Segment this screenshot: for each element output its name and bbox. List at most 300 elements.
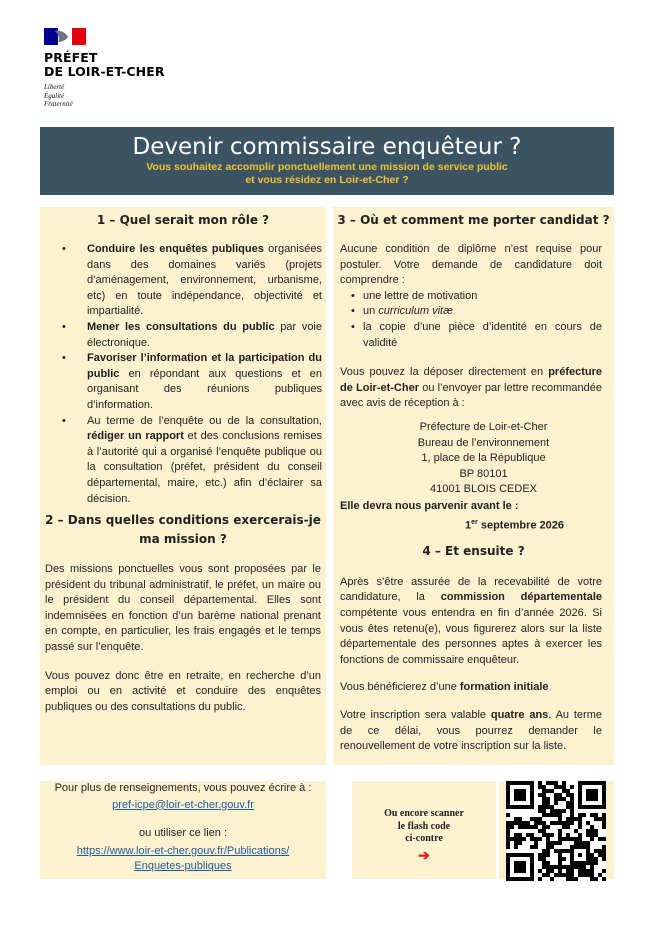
qr-module xyxy=(554,849,558,853)
qr-module xyxy=(602,877,606,881)
qr-module xyxy=(546,849,550,853)
motto-liberte: Liberté xyxy=(44,83,65,91)
qr-module xyxy=(558,861,562,865)
qr-module xyxy=(558,813,562,817)
qr-module xyxy=(578,841,582,845)
qr-module xyxy=(574,829,578,833)
qr-module xyxy=(506,825,510,829)
role-item-text: en répondant aux questions et en organisant des réunions publiques d’information. xyxy=(87,367,322,411)
qr-module xyxy=(514,837,518,841)
page-title: Devenir commissaire enquêteur ? xyxy=(132,134,522,160)
qr-module xyxy=(518,817,522,821)
role-item-text: organisées dans des domaines variés (projets d’aménagement, environnement, urbanisme, etc) en toute indépendance, objectivité et impartialité. xyxy=(87,243,322,318)
qr-module xyxy=(534,825,538,829)
qr-module xyxy=(546,805,550,809)
qr-module xyxy=(514,841,518,845)
qr-module xyxy=(550,821,554,825)
qr-module xyxy=(602,849,606,853)
qr-module xyxy=(578,865,582,869)
qr-module xyxy=(570,865,574,869)
qr-module xyxy=(562,821,566,825)
qr-module xyxy=(506,833,510,837)
section4-title: 4 – Et ensuite ? xyxy=(422,543,525,558)
qr-module xyxy=(602,857,606,861)
qr-module xyxy=(506,845,510,849)
qr-module xyxy=(558,833,562,837)
qr-module xyxy=(558,857,562,861)
qr-module xyxy=(542,805,546,809)
qr-module xyxy=(522,821,526,825)
conditions-paragraph: Des missions ponctuelles vous sont proposées par le président du tribunal administratif, le préfet, un maire ou le président du conseil départemental. Elles sont indemnisées en fonction d’un barème national prenant en compte, en particulier, les frais engagés et le temps passé sur l’enquête. xyxy=(45,563,321,654)
qr-module xyxy=(554,801,558,805)
qr-module xyxy=(538,821,542,825)
qr-module xyxy=(522,825,526,829)
qr-module xyxy=(594,861,598,865)
qr-module xyxy=(538,785,542,789)
qr-module xyxy=(542,813,546,817)
qr-module xyxy=(574,841,578,845)
qr-module xyxy=(546,845,550,849)
qr-module xyxy=(602,845,606,849)
qr-module xyxy=(542,821,546,825)
deposit-bold: préfecture de Loir-et-Cher xyxy=(340,366,602,394)
qr-module xyxy=(510,837,514,841)
next-bold: commission départementale xyxy=(440,591,602,604)
qr-module xyxy=(590,861,594,865)
qr-code-icon[interactable] xyxy=(506,781,606,881)
qr-module xyxy=(538,853,542,857)
qr-module xyxy=(558,809,562,813)
role-item-bold: Mener les consultations du public xyxy=(87,320,275,333)
qr-module xyxy=(538,793,542,797)
qr-module xyxy=(558,853,562,857)
qr-module xyxy=(558,869,562,873)
qr-module xyxy=(578,817,582,821)
qr-module xyxy=(514,861,526,873)
deposit-text: ou l’envoyer par lettre recommandée avec avis de réception à : xyxy=(340,381,602,410)
deposit-text: Vous pouvez la déposer directement en xyxy=(340,366,549,379)
qr-module xyxy=(542,801,546,805)
qr-module xyxy=(574,865,578,869)
deadline-sup: er xyxy=(471,518,478,526)
validity-bold: quatre ans xyxy=(490,708,549,721)
qr-module xyxy=(546,789,550,793)
contact-info: Pour plus de renseignements, vous pouvez écrire à : xyxy=(54,782,312,794)
qr-module xyxy=(594,829,598,833)
motto-fraternite: Fraternité xyxy=(44,100,73,108)
list-item: • un curriculum vitæ xyxy=(351,305,453,318)
qr-module xyxy=(542,861,546,865)
qr-module xyxy=(566,821,570,825)
qr-module xyxy=(582,865,586,869)
qr-module xyxy=(562,789,566,793)
qr-module xyxy=(550,845,554,849)
qr-module xyxy=(562,809,566,813)
qr-module xyxy=(558,873,562,877)
qr-module xyxy=(554,793,558,797)
section2-title-line2: ma mission ? xyxy=(139,532,227,547)
qr-module xyxy=(590,853,594,857)
qr-module xyxy=(578,813,582,817)
qr-module xyxy=(506,841,510,845)
qr-module xyxy=(570,801,574,805)
training-text: Vous bénéficierez d’une xyxy=(340,681,460,694)
qr-module xyxy=(562,857,566,861)
qr-module xyxy=(554,865,558,869)
deadline xyxy=(340,499,614,534)
qr-module xyxy=(566,833,570,837)
address-line: Bureau de l’environnement xyxy=(417,436,550,449)
left-panel xyxy=(40,207,326,765)
role-item-bold: Conduire les enquêtes publiques xyxy=(87,243,264,255)
qr-module xyxy=(566,801,570,805)
qr-module xyxy=(542,825,546,829)
qr-module xyxy=(550,781,554,785)
qr-module xyxy=(538,837,542,841)
deadline-date: septembre 2026 xyxy=(477,519,564,532)
qr-module xyxy=(550,865,554,869)
validity-text: Votre inscription sera valable xyxy=(340,708,491,721)
qr-module xyxy=(542,853,546,857)
application-item-italic: curriculum vitæ xyxy=(378,305,453,318)
qr-module xyxy=(542,809,546,813)
qr-module xyxy=(582,841,586,845)
role-item-text: par voie électronique. xyxy=(87,320,322,349)
qr-module xyxy=(566,837,570,841)
qr-module xyxy=(534,845,538,849)
role-item-bold: rédiger un rapport xyxy=(87,430,184,443)
qr-module xyxy=(546,833,550,837)
scan-line3: ci-contre xyxy=(405,833,443,844)
list-item: • Au terme de l’enquête ou de la consultation, rédiger un rapport et des conclusions remises à l’autorité qui a organisé l’enquête publique ou la consultation (préfet, président du conseil départemental, maire, etc.) afin d’éclairer sa décision. xyxy=(62,414,322,505)
qr-module xyxy=(506,813,510,817)
qr-module xyxy=(562,785,566,789)
qr-module xyxy=(534,841,538,845)
qr-box xyxy=(499,781,614,879)
scan-line2: le flash code xyxy=(397,820,451,832)
qr-module xyxy=(602,869,606,873)
right-panel xyxy=(333,207,614,765)
qr-module xyxy=(590,877,594,881)
right-arrow-icon: ➔ xyxy=(418,846,430,863)
qr-module xyxy=(566,869,570,873)
qr-module xyxy=(542,849,546,853)
qr-module xyxy=(598,853,602,857)
role-list xyxy=(62,242,322,507)
contact-box xyxy=(40,781,326,879)
qr-module xyxy=(558,837,562,841)
url-line1[interactable]: https://www.loir-et-cher.gouv.fr/Publications/ xyxy=(76,844,290,857)
application-intro: Aucune condition de diplôme n’est requise pour postuler. Votre demande de candidature doit comprendre : xyxy=(340,243,602,287)
qr-module xyxy=(558,821,562,825)
qr-module xyxy=(590,857,594,861)
qr-module xyxy=(514,817,518,821)
section2-title-line1: 2 – Dans quelles conditions exercerais-je xyxy=(45,513,321,528)
qr-module xyxy=(538,857,542,861)
qr-module xyxy=(562,865,566,869)
qr-module xyxy=(582,869,586,873)
qr-module xyxy=(566,825,570,829)
qr-module xyxy=(542,865,546,869)
qr-module xyxy=(558,829,562,833)
qr-module xyxy=(534,821,538,825)
qr-module xyxy=(530,833,534,837)
qr-module xyxy=(562,873,566,877)
qr-module xyxy=(590,833,594,837)
address-line: BP 80101 xyxy=(459,467,508,480)
qr-module xyxy=(558,817,562,821)
qr-module xyxy=(538,877,542,881)
qr-module xyxy=(542,793,546,797)
qr-module xyxy=(602,813,606,817)
section3-title: 3 – Où et comment me porter candidat ? xyxy=(337,213,610,227)
qr-module xyxy=(594,817,598,821)
qr-module xyxy=(554,813,558,817)
logo-title-line2: DE LOIR-ET-CHER xyxy=(44,64,165,79)
qr-module xyxy=(514,821,518,825)
list-item: • Mener les consultations du public par voie électronique. xyxy=(62,320,322,349)
qr-module xyxy=(570,813,574,817)
qr-module xyxy=(542,829,546,833)
qr-module xyxy=(586,829,590,833)
qr-module xyxy=(530,825,534,829)
qr-module xyxy=(518,825,522,829)
qr-module xyxy=(602,817,606,821)
qr-module xyxy=(506,821,510,825)
qr-module xyxy=(594,813,598,817)
qr-module xyxy=(566,805,570,809)
qr-module xyxy=(602,825,606,829)
qr-module xyxy=(510,821,514,825)
qr-module xyxy=(506,829,510,833)
next-text: Après s’être assurée de la recevabilité de votre candidature, la xyxy=(340,575,602,604)
qr-module xyxy=(518,837,522,841)
qr-module xyxy=(526,833,530,837)
qr-module xyxy=(570,873,574,877)
qr-module xyxy=(586,873,590,877)
qr-module xyxy=(542,797,546,801)
qr-module xyxy=(554,841,558,845)
qr-module xyxy=(578,873,582,877)
qr-module xyxy=(582,873,586,877)
qr-module xyxy=(566,849,570,853)
qr-module xyxy=(538,805,542,809)
motto-egalite: Égalité xyxy=(44,91,65,100)
qr-module xyxy=(590,873,594,877)
qr-module xyxy=(546,801,550,805)
address-line: Préfecture de Loir-et-Cher xyxy=(419,420,548,433)
list-item: • Conduire les enquêtes publiques organisées dans des domaines variés (projets d’aménagement, environnement, urbanisme, etc) en toute indépendance, objectivité et impartialité. xyxy=(62,243,322,318)
next-steps-paragraph xyxy=(340,575,602,669)
qr-module xyxy=(514,789,526,801)
qr-module xyxy=(562,797,566,801)
qr-module xyxy=(550,789,554,793)
qr-module xyxy=(554,809,558,813)
qr-module xyxy=(562,781,566,785)
list-item: • une lettre de motivation xyxy=(351,289,478,302)
application-list xyxy=(333,289,602,351)
postal-address xyxy=(333,420,614,498)
list-item: • la copie d’une pièce d’identité en cours de validité xyxy=(351,320,602,349)
qr-module xyxy=(594,877,598,881)
qr-module xyxy=(570,877,574,881)
qr-module xyxy=(538,817,542,821)
conditions-paragraph-2: Vous pouvez donc être en retraite, en recherche d’un emploi ou en activité et conduire des enquêtes publiques ou des consultations du public. xyxy=(45,669,321,713)
role-item-text: Au terme de l’enquête ou de la consultation, xyxy=(87,414,322,427)
motto xyxy=(44,83,165,109)
next-text: compétente vous entendra en fin d’année 2026. Si vous êtes retenu(e), vous figurerez alors sur la liste départementale des personnes aptes à exercer les fonctions de commissaire enquêteur. xyxy=(340,606,602,666)
qr-module xyxy=(570,809,574,813)
qr-module xyxy=(550,805,554,809)
qr-module xyxy=(558,797,562,801)
qr-module xyxy=(570,797,574,801)
qr-module xyxy=(558,793,562,797)
list-item: • Favoriser l’information et la participation du public en répondant aux questions et en organisant des réunions publiques d’information. xyxy=(62,352,322,411)
qr-module xyxy=(586,833,590,837)
qr-module xyxy=(558,841,562,845)
qr-module xyxy=(570,793,574,797)
flag-red xyxy=(72,28,86,45)
validity-paragraph xyxy=(340,708,602,755)
qr-module xyxy=(518,833,522,837)
qr-module xyxy=(538,809,542,813)
address-line: 1, place de la République xyxy=(421,452,546,465)
qr-module xyxy=(546,865,550,869)
role-item-text: et des conclusions remises à l’autorité qui a organisé l’enquête publique ou la consultation (préfet, président du conseil départemental, maire, etc.) afin d’éclairer sa décision. xyxy=(87,430,322,505)
qr-module xyxy=(586,789,598,801)
qr-module xyxy=(566,789,570,793)
qr-module xyxy=(546,853,550,857)
qr-module xyxy=(554,797,558,801)
qr-module xyxy=(550,869,554,873)
qr-module xyxy=(546,781,550,785)
qr-module xyxy=(514,833,518,837)
qr-module xyxy=(506,837,510,841)
qr-module xyxy=(562,825,566,829)
qr-module xyxy=(578,853,582,857)
qr-module xyxy=(574,837,578,841)
qr-module xyxy=(554,781,558,785)
qr-module xyxy=(554,821,558,825)
qr-module xyxy=(598,873,602,877)
qr-module xyxy=(518,841,522,845)
qr-module xyxy=(542,873,546,877)
qr-module xyxy=(590,869,594,873)
qr-module xyxy=(602,821,606,825)
qr-module xyxy=(518,821,522,825)
training-bold: formation initiale xyxy=(459,681,549,694)
flag-blue xyxy=(44,28,58,45)
prefecture-logo xyxy=(44,28,165,109)
qr-module xyxy=(538,829,542,833)
application-item-text: une lettre de motivation xyxy=(363,289,478,302)
qr-module xyxy=(586,841,590,845)
qr-module xyxy=(530,817,534,821)
marianne-flag-icon xyxy=(44,28,86,45)
or-link-text: ou utiliser ce lien : xyxy=(138,827,228,840)
qr-module xyxy=(562,849,566,853)
qr-module xyxy=(602,837,606,841)
qr-module xyxy=(550,833,554,837)
qr-module xyxy=(558,849,562,853)
qr-module xyxy=(546,861,550,865)
qr-module xyxy=(554,785,558,789)
qr-module xyxy=(546,837,550,841)
deadline-day: 1 xyxy=(465,519,472,532)
validity-text: . Au terme de ce délai, vous pourrez demander le renouvellement de votre inscription sur la liste. xyxy=(340,708,602,753)
section1-title: 1 – Quel serait mon rôle ? xyxy=(96,213,270,227)
qr-module xyxy=(570,869,574,873)
training-paragraph xyxy=(340,680,602,696)
qr-module xyxy=(594,849,598,853)
qr-module xyxy=(522,837,526,841)
qr-module xyxy=(570,805,574,809)
qr-module xyxy=(590,813,594,817)
qr-module xyxy=(558,785,562,789)
qr-module xyxy=(542,857,546,861)
qr-module xyxy=(542,785,546,789)
qr-module xyxy=(538,869,542,873)
url-link[interactable] xyxy=(77,845,290,873)
qr-module xyxy=(530,845,534,849)
qr-module xyxy=(550,841,554,845)
deadline-label: Elle devra nous parvenir avant le : xyxy=(340,499,519,512)
url-line2[interactable]: Enquetes-publiques xyxy=(134,860,232,873)
application-item-text: un xyxy=(363,305,379,318)
qr-module xyxy=(594,833,598,837)
qr-module xyxy=(546,825,550,829)
logo-title-line1: PRÉFET xyxy=(44,50,98,65)
qr-module xyxy=(510,825,514,829)
qr-module xyxy=(546,869,550,873)
qr-module xyxy=(546,813,550,817)
qr-module xyxy=(590,837,594,841)
qr-module xyxy=(578,825,582,829)
qr-module xyxy=(578,837,582,841)
qr-module xyxy=(566,865,570,869)
scan-box xyxy=(352,781,496,879)
qr-module xyxy=(586,869,590,873)
qr-module xyxy=(574,877,578,881)
qr-module xyxy=(534,837,538,841)
deposit-paragraph xyxy=(340,365,602,412)
qr-module xyxy=(590,865,594,869)
application-item-text: la copie d’une pièce d’identité en cours de validité xyxy=(363,320,602,349)
qr-module xyxy=(530,837,534,841)
qr-module xyxy=(546,797,550,801)
qr-module xyxy=(598,849,602,853)
qr-module xyxy=(582,813,586,817)
email-link[interactable]: pref-icpe@loir-et-cher.gouv.fr xyxy=(112,798,254,811)
qr-module xyxy=(566,817,570,821)
qr-module xyxy=(526,825,530,829)
qr-module xyxy=(514,845,518,849)
qr-module xyxy=(566,793,570,797)
qr-module xyxy=(598,837,602,841)
qr-module xyxy=(550,813,554,817)
address-line: 41001 BLOIS CEDEX xyxy=(429,483,537,496)
qr-module xyxy=(562,837,566,841)
qr-module xyxy=(566,877,570,881)
title-banner xyxy=(40,127,614,195)
qr-module xyxy=(578,869,582,873)
qr-module xyxy=(550,809,554,813)
qr-module xyxy=(578,821,582,825)
qr-module xyxy=(570,785,574,789)
qr-module xyxy=(558,865,562,869)
scan-line1: Ou encore scanner xyxy=(384,808,464,819)
qr-module xyxy=(590,829,594,833)
